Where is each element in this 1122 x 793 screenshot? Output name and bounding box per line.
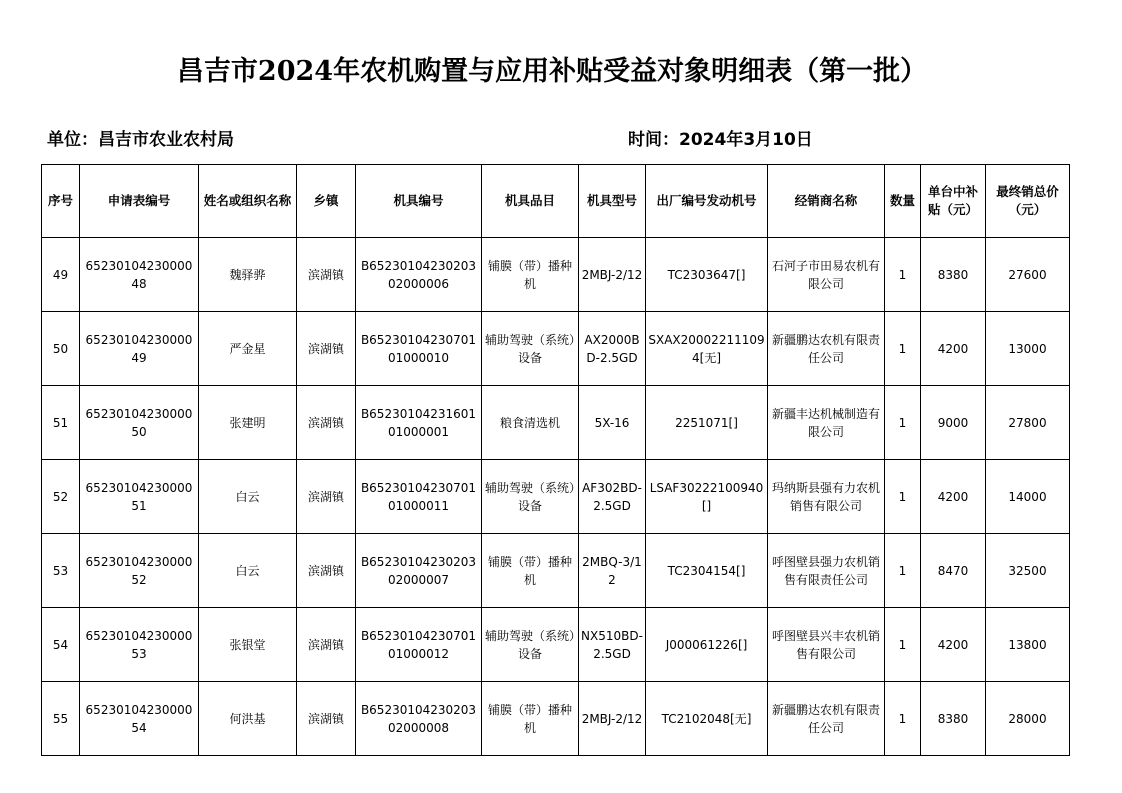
date-info — [628, 128, 813, 152]
cell-serial: TC2102048[无] — [646, 682, 768, 756]
cell-application-no: 6523010423000048 — [80, 238, 199, 312]
cell-item: 辅助驾驶（系统）设备 — [482, 312, 579, 386]
cell-application-no: 6523010423000050 — [80, 386, 199, 460]
date-label: 时间： — [628, 130, 679, 150]
cell-serial: TC2303647[] — [646, 238, 768, 312]
cell-subsidy: 4200 — [921, 608, 986, 682]
header-machine-item: 机具品目 — [482, 165, 579, 238]
cell-serial: LSAF30222100940[] — [646, 460, 768, 534]
cell-name: 何洪基 — [199, 682, 297, 756]
cell-item: 铺膜（带）播种机 — [482, 534, 579, 608]
header-name: 姓名或组织名称 — [199, 165, 297, 238]
cell-town: 滨湖镇 — [297, 682, 356, 756]
cell-model: 5X-16 — [579, 386, 646, 460]
cell-seq: 53 — [42, 534, 80, 608]
cell-machine-no: B6523010423070101000011 — [356, 460, 482, 534]
cell-item: 辅助驾驶（系统）设备 — [482, 608, 579, 682]
cell-subsidy: 8380 — [921, 682, 986, 756]
document-title: 昌吉市2024年农机购置与应用补贴受益对象明细表（第一批） — [176, 56, 928, 87]
cell-name: 魏驿骅 — [199, 238, 297, 312]
cell-dealer: 新疆丰达机械制造有限公司 — [768, 386, 885, 460]
cell-serial: 2251071[] — [646, 386, 768, 460]
cell-machine-no: B6523010423160101000001 — [356, 386, 482, 460]
cell-seq: 54 — [42, 608, 80, 682]
cell-subsidy: 4200 — [921, 312, 986, 386]
table-row — [42, 534, 1070, 608]
cell-total-price: 27800 — [986, 386, 1070, 460]
cell-subsidy: 8380 — [921, 238, 986, 312]
table-row — [42, 386, 1070, 460]
header-machine-no: 机具编号 — [356, 165, 482, 238]
cell-seq: 52 — [42, 460, 80, 534]
cell-machine-no: B6523010423070101000010 — [356, 312, 482, 386]
cell-serial: TC2304154[] — [646, 534, 768, 608]
cell-subsidy: 4200 — [921, 460, 986, 534]
cell-town: 滨湖镇 — [297, 534, 356, 608]
header-subsidy: 单台中补贴（元） — [921, 165, 986, 238]
cell-dealer: 呼图壁县强力农机销售有限责任公司 — [768, 534, 885, 608]
header-serial: 出厂编号发动机号 — [646, 165, 768, 238]
cell-model: AF302BD-2.5GD — [579, 460, 646, 534]
cell-quantity: 1 — [885, 460, 921, 534]
header-total-price: 最终销总价（元） — [986, 165, 1070, 238]
cell-item: 铺膜（带）播种机 — [482, 682, 579, 756]
cell-quantity: 1 — [885, 386, 921, 460]
cell-total-price: 27600 — [986, 238, 1070, 312]
cell-total-price: 28000 — [986, 682, 1070, 756]
cell-name: 张建明 — [199, 386, 297, 460]
cell-total-price: 14000 — [986, 460, 1070, 534]
cell-item: 铺膜（带）播种机 — [482, 238, 579, 312]
cell-serial: SXAX200022111094[无] — [646, 312, 768, 386]
cell-name: 张银堂 — [199, 608, 297, 682]
cell-item: 粮食清选机 — [482, 386, 579, 460]
cell-dealer: 石河子市田易农机有限公司 — [768, 238, 885, 312]
cell-seq: 49 — [42, 238, 80, 312]
cell-seq: 51 — [42, 386, 80, 460]
header-dealer: 经销商名称 — [768, 165, 885, 238]
cell-model: 2MBQ-3/12 — [579, 534, 646, 608]
table-row — [42, 312, 1070, 386]
cell-quantity: 1 — [885, 534, 921, 608]
cell-application-no: 6523010423000049 — [80, 312, 199, 386]
table-row — [42, 608, 1070, 682]
header-model: 机具型号 — [579, 165, 646, 238]
cell-total-price: 32500 — [986, 534, 1070, 608]
unit-info — [47, 128, 234, 152]
table-body — [42, 238, 1070, 756]
cell-dealer: 呼图壁县兴丰农机销售有限公司 — [768, 608, 885, 682]
cell-total-price: 13000 — [986, 312, 1070, 386]
table-row — [42, 238, 1070, 312]
cell-name: 严金星 — [199, 312, 297, 386]
table-row — [42, 460, 1070, 534]
cell-town: 滨湖镇 — [297, 312, 356, 386]
cell-quantity: 1 — [885, 238, 921, 312]
cell-application-no: 6523010423000051 — [80, 460, 199, 534]
cell-quantity: 1 — [885, 312, 921, 386]
table-row — [42, 682, 1070, 756]
cell-total-price: 13800 — [986, 608, 1070, 682]
cell-application-no: 6523010423000052 — [80, 534, 199, 608]
cell-dealer: 玛纳斯县强有力农机销售有限公司 — [768, 460, 885, 534]
cell-dealer: 新疆鹏达农机有限责任公司 — [768, 312, 885, 386]
cell-model: NX510BD-2.5GD — [579, 608, 646, 682]
header-seq: 序号 — [42, 165, 80, 238]
cell-quantity: 1 — [885, 682, 921, 756]
cell-dealer: 新疆鹏达农机有限责任公司 — [768, 682, 885, 756]
cell-town: 滨湖镇 — [297, 608, 356, 682]
cell-machine-no: B6523010423020302000008 — [356, 682, 482, 756]
cell-name: 白云 — [199, 460, 297, 534]
table-header-row — [42, 165, 1070, 238]
cell-application-no: 6523010423000053 — [80, 608, 199, 682]
cell-quantity: 1 — [885, 608, 921, 682]
unit-label: 单位： — [47, 130, 98, 150]
cell-seq: 55 — [42, 682, 80, 756]
cell-town: 滨湖镇 — [297, 386, 356, 460]
date-value: 2024年3月10日 — [679, 130, 813, 150]
cell-model: AX2000BD-2.5GD — [579, 312, 646, 386]
cell-subsidy: 9000 — [921, 386, 986, 460]
cell-model: 2MBJ-2/12 — [579, 682, 646, 756]
cell-serial: J000061226[] — [646, 608, 768, 682]
unit-value: 昌吉市农业农村局 — [98, 130, 234, 150]
cell-town: 滨湖镇 — [297, 238, 356, 312]
header-quantity: 数量 — [885, 165, 921, 238]
header-application-no: 申请表编号 — [80, 165, 199, 238]
beneficiary-table — [41, 164, 1070, 756]
cell-model: 2MBJ-2/12 — [579, 238, 646, 312]
cell-application-no: 6523010423000054 — [80, 682, 199, 756]
cell-name: 白云 — [199, 534, 297, 608]
header-town: 乡镇 — [297, 165, 356, 238]
cell-machine-no: B6523010423020302000007 — [356, 534, 482, 608]
cell-item: 辅助驾驶（系统）设备 — [482, 460, 579, 534]
cell-town: 滨湖镇 — [297, 460, 356, 534]
cell-machine-no: B6523010423020302000006 — [356, 238, 482, 312]
cell-subsidy: 8470 — [921, 534, 986, 608]
cell-machine-no: B6523010423070101000012 — [356, 608, 482, 682]
cell-seq: 50 — [42, 312, 80, 386]
